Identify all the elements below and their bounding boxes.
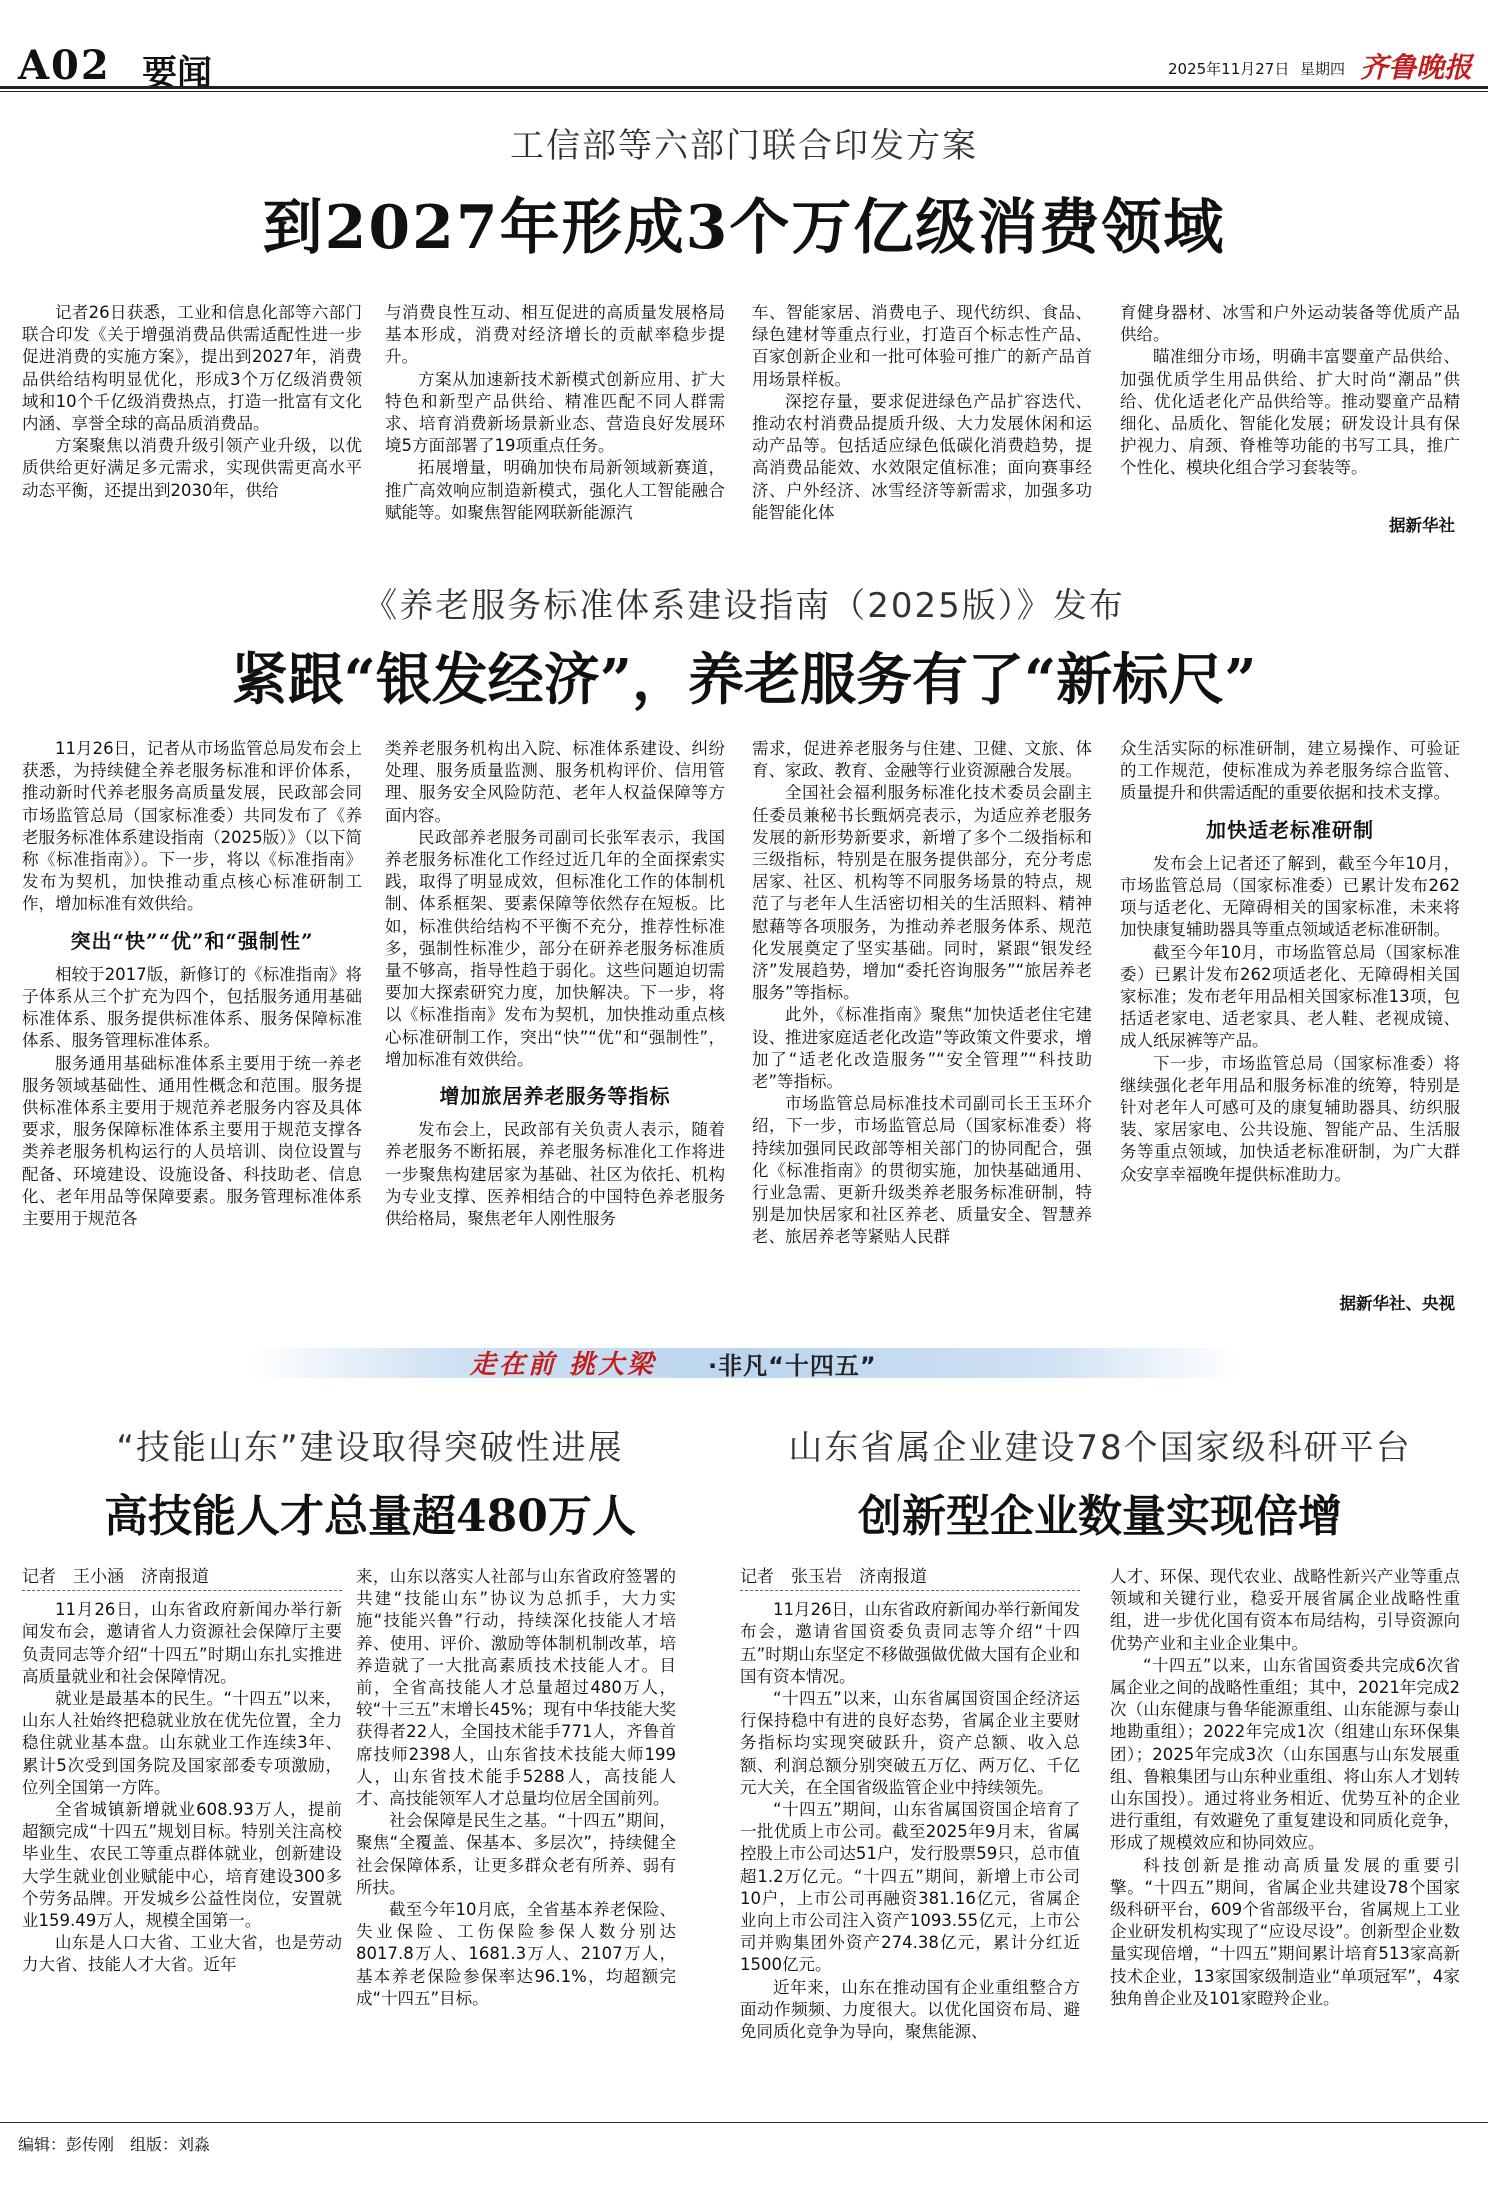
- paragraph: 民政部养老服务司副司长张军表示，我国养老服务标准化工作经过近几年的全面探索实践，取得了明显成效，但标准化工作的体制机制、体系框架、要素保障等依然存在短板。比如，标准供给结构不平衡不充分，推荐性标准多，强制性标准少，部分在研养老服务标准质量不够高，指导性趋于弱化。这些问题迫切需要加大探索研究力度，加快解决。下一步，将以《标准指南》发布为契机，加快推动重点核心标准研制工作，突出“快”“优”和“强制性”，增加标准有效供给。: [385, 827, 725, 1069]
- paragraph: 截至今年10月底，全省基本养老保险、失业保险、工伤保险参保人数分别达8017.8万人、1681.3万人、2107万人，基本养老保险参保率达96.1%，均超额完成“十四五”目标。: [356, 1900, 676, 2008]
- article2-subhead-3: 加快适老标准研制: [1206, 817, 1374, 842]
- issue-date: 2025年11月27日: [1168, 60, 1290, 78]
- article4-column-1: [740, 1566, 1080, 2043]
- paragraph: 来，山东以落实人社部与山东省政府签署的共建“技能山东”协议为总抓手，大力实施“技能兴鲁”行动，持续深化技能人才培养、使用、评价、激励等体制机制改革，培养造就了一大批高素质技术技能人才。目前，全省高技能人才总量超过480万人，较“十三五”末增长45%；现有中华技能大奖获得者22人，全国技术能手771人，齐鲁首席技师2398人，山东省技术技能大师199人，山东省技术能手5288人，高技能人才、高技能领军人才总量均位居全国前列。: [356, 1567, 676, 1809]
- header-rule-thin: [0, 91, 1488, 92]
- paragraph: 拓展增量，明确加快布局新领域新赛道，推广高效响应制造新模式，强化人工智能融合赋能等。如聚焦智能网联新能源汽: [385, 458, 725, 522]
- article1-column-1: [22, 302, 362, 502]
- paragraph: 人才、环保、现代农业、战略性新兴产业等重点领域和关键行业，稳妥开展省属企业战略性重组，进一步优化国有资本布局结构，引导资源向优势产业和主业企业集中。: [1110, 1567, 1460, 1653]
- article2-column-3: [752, 738, 1092, 1249]
- article2-kicker: 《养老服务标准体系建设指南（2025版）》发布: [363, 586, 1125, 626]
- paragraph: 育健身器材、冰雪和户外运动装备等优质产品供给。: [1120, 303, 1460, 345]
- paragraph: “十四五”以来，山东省国资委共完成6次省属企业之间的战略性重组；其中，2021年完成2次（山东健康与鲁华能源重组、山东能源与泰山地勘重组）；2022年完成1次（组建山东环保集团）；2025年完成3次（山东国惠与山东发展重组、鲁粮集团与山东种业重组、将山东人才划转山东国投）。通过将业务相近、优势互补的企业进行重组，有效避免了重复建设和同质化竞争，形成了规模效应和协同效应。: [1110, 1655, 1460, 1853]
- article1-source: 据新华社: [1389, 516, 1455, 535]
- paragraph: 发布会上，民政部有关负责人表示，随着养老服务不断拓展，养老服务标准化工作将进一步聚焦构建居家为基础、社区为依托、机构为专业支撑、医养相结合的中国特色养老服务供给格局，聚焦老年人刚性服务: [385, 1120, 725, 1229]
- paragraph: 发布会上记者还了解到，截至今年10月，市场监管总局（国家标准委）已累计发布262项与适老化、无障碍相关的国家标准，未来将加快康复辅助器具等重点领域适老标准研制。: [1120, 853, 1460, 940]
- paragraph: 市场监管总局标准技术司副司长王玉环介绍，下一步，市场监管总局（国家标准委）将持续加强同民政部等相关部门的协同配合，强化《标准指南》的贯彻实施，加快基础通用、行业急需、更新升级类养老服务标准研制，特别是加快居家和社区养老、质量安全、智慧养老、旅居养老等紧贴人民群: [752, 1094, 1092, 1247]
- paragraph: 与消费良性互动、相互促进的高质量发展格局基本形成，消费对经济增长的贡献率稳步提升。: [385, 303, 725, 367]
- article3-column-2: [356, 1566, 676, 2010]
- article2-column-1: [22, 738, 362, 1230]
- paragraph: 相较于2017版，新修订的《标准指南》将子体系从三个扩充为四个，包括服务通用基础标准体系、服务提供标准体系、服务保障标准体系、服务管理标准体系。: [22, 964, 362, 1051]
- editor-credits: 编辑：彭传刚 组版：刘淼: [18, 2135, 211, 2154]
- paragraph: 截至今年10月，市场监管总局（国家标准委）已累计发布262项适老化、无障碍相关国家标准；发布老年用品相关国家标准13项，包括适老家电、适老家具、老人鞋、老视成镜、成人纸尿裤等产品。: [1120, 942, 1460, 1051]
- article3-byline: 记者 王小涵 济南报道: [22, 1566, 342, 1591]
- header-rule: [0, 86, 1488, 89]
- paragraph: 此外，《标准指南》聚焦“加快适老住宅建设、推进家庭适老化改造”等政策文件要求，增加了“适老化改造服务”“安全管理”“科技助老”等指标。: [752, 1005, 1092, 1092]
- paragraph: 全国社会福利服务标准化技术委员会副主任委员兼秘书长甄炳亮表示，为适应养老服务发展的新形势新要求，新增了多个二级指标和三级指标，特别是在服务提供部分，充分考虑居家、社区、机构等不同服务场景的特点，规范了与老年人生活密切相关的生活照料、精神慰藉等各项服务，为推动养老服务体系、规范化发展奠定了坚实基础。同时，紧跟“银发经济”发展趋势，增加“委托咨询服务”“旅居养老服务”等指标。: [752, 783, 1092, 1003]
- article2-subhead-2: 增加旅居养老服务等指标: [439, 1084, 671, 1109]
- section-banner-calligraphy: 走在前 挑大梁: [470, 1350, 657, 1380]
- paragraph: “十四五”以来，山东省属国资国企经济运行保持稳中有进的良好态势，省属企业主要财务指标均实现突破跃升，资产总额、收入总额、利润总额分别突破五万亿、两万亿、千亿元大关，在全国省级监管企业中持续领先。: [740, 1689, 1080, 1797]
- footer-rule: [0, 2122, 1488, 2123]
- article2-subhead-1: 突出“快”“优”和“强制性”: [70, 928, 314, 953]
- paragraph: 记者26日获悉，工业和信息化部等六部门联合印发《关于增强消费品供需适配性进一步促进消费的实施方案》，提出到2027年，消费品供给结构明显优化，形成3个万亿级消费领域和10个千亿级消费热点，打造一批富有文化内涵、享誉全球的高品质消费品。: [22, 303, 362, 434]
- paragraph: 需求，促进养老服务与住建、卫健、文旅、体育、家政、教育、金融等行业资源融合发展。: [752, 739, 1092, 781]
- article2-column-2: [385, 738, 725, 1230]
- article4-byline: 记者 张玉岩 济南报道: [740, 1566, 1080, 1591]
- paragraph: 方案聚焦以消费升级引领产业升级，以优质供给更好满足多元需求，实现供需更高水平动态平衡，还提出到2030年，供给: [22, 436, 362, 500]
- paragraph: 全省城镇新增就业608.93万人，提前超额完成“十四五”规划目标。特别关注高校毕业生、农民工等重点群体就业，创新建设大学生就业创业赋能中心，培育建设300多个劳务品牌。开发城乡公益性岗位，安置就业159.49万人，规模全国第一。: [22, 1800, 342, 1931]
- article1-kicker: 工信部等六部门联合印发方案: [510, 126, 978, 166]
- article4-kicker: 山东省属企业建设78个国家级科研平台: [788, 1428, 1412, 1468]
- article3-kicker: “技能山东”建设取得突破性进展: [116, 1428, 624, 1468]
- article2-column-4: [1120, 738, 1460, 1186]
- paragraph: 就业是最基本的民生。“十四五”以来，山东人社始终把稳就业放在优先位置，全力稳住就业基本盘。山东就业工作连续3年、累计5次受到国务院及国家部委专项激励，位列全国第一方阵。: [22, 1689, 342, 1797]
- paragraph: 11月26日，山东省政府新闻办举行新闻发布会，邀请省人力资源社会保障厅主要负责同志等介绍“十四五”时期山东扎实推进高质量就业和社会保障情况。: [22, 1600, 342, 1686]
- paragraph: 众生活实际的标准研制，建立易操作、可验证的工作规范，使标准成为养老服务综合监管、质量提升和供需适配的重要依据和技术支撑。: [1120, 739, 1460, 803]
- article2-source: 据新华社、央视: [1339, 1294, 1455, 1313]
- paragraph: 山东是人口大省、工业大省，也是劳动力大省、技能人才大省。近年: [22, 1933, 342, 1975]
- paragraph: 深挖存量，要求促进绿色产品扩容迭代、推动农村消费品提质升级、大力发展休闲和运动产品等。包括适应绿色低碳化消费趋势，提高消费品能效、水效限定值标准；面向赛事经济、户外经济、冰雪经济等新需求，加强多功能智能化体: [752, 391, 1092, 522]
- issue-weekday: 星期四: [1300, 60, 1346, 78]
- paragraph: 服务通用基础标准体系主要用于统一养老服务领域基础性、通用性概念和范围。服务提供标准体系主要用于规范养老服务内容及具体要求，服务保障标准体系主要用于规范支撑各类养老服务机构运行的人员培训、岗位设置与配备、环境建设、设施设备、科技助老、信息化、老年用品等保障要素。服务管理标准体系主要用于规范各: [22, 1053, 362, 1229]
- page-number: A02: [18, 42, 111, 89]
- article3-column-1: [22, 1566, 342, 1977]
- section-banner-title: ·非凡“十四五”: [708, 1352, 877, 1380]
- article1-column-2: [385, 302, 725, 524]
- paragraph: 科技创新是推动高质量发展的重要引擎。“十四五”期间，省属企业共建设78个国家级科研平台，609个省部级平台，省属规上工业企业研发机构实现了“应设尽设”。创新型企业数量实现倍增，“十四五”期间累计培育513家高新技术企业，13家国家级制造业“单项冠军”，4家独角兽企业及101家瞪羚企业。: [1110, 1855, 1460, 2008]
- paragraph: 下一步，市场监管总局（国家标准委）将继续强化老年用品和服务标准的统筹，特别是针对老年人可感可及的康复辅助器具、纺织服装、家居家电、公共设施、智能产品、生活服务等重点领域，加快适老标准研制，为广大群众安享幸福晚年提供标准助力。: [1120, 1053, 1460, 1184]
- article1-headline: 到2027年形成3个万亿级消费领域: [262, 193, 1226, 263]
- article2-headline: 紧跟“银发经济”，养老服务有了“新标尺”: [231, 647, 1257, 713]
- article4-headline: 创新型企业数量实现倍增: [858, 1491, 1342, 1542]
- paragraph: 车、智能家居、消费电子、现代纺织、食品、绿色建材等重点行业，打造百个标志性产品、百家创新企业和一批可体验可推广的新产品首用场景样板。: [752, 303, 1092, 389]
- article3-headline: 高技能人才总量超480万人: [104, 1491, 636, 1542]
- paragraph: 11月26日，记者从市场监管总局发布会上获悉，为持续健全养老服务标准和评价体系，推动新时代养老服务高质量发展，民政部会同市场监管总局（国家标准委）共同发布了《养老服务标准体系建设指南（2025版）》（以下简称《标准指南》）。下一步，将以《标准指南》发布为契机，加快推动重点核心标准研制工作，增加标准有效供给。: [22, 739, 362, 914]
- paragraph: 瞄准细分市场，明确丰富婴童产品供给、加强优质学生用品供给、扩大时尚“潮品”供给、优化适老化产品供给等。推动婴童产品精细化、品质化、智能化发展；研发设计具有保护视力、肩颈、脊椎等功能的书写工具，推广个性化、模块化组合学习套装等。: [1120, 347, 1460, 478]
- paragraph: 类养老服务机构出入院、标准体系建设、纠纷处理、服务质量监测、服务机构评价、信用管理、服务安全风险防范、老年人权益保障等方面内容。: [385, 739, 725, 825]
- article4-column-2: [1110, 1566, 1460, 2010]
- paragraph: 社会保障是民生之基。“十四五”期间，聚焦“全覆盖、保基本、多层次”，持续健全社会保障体系，让更多群众老有所养、弱有所扶。: [356, 1811, 676, 1897]
- section-name: 要闻: [142, 53, 213, 94]
- newspaper-masthead: 齐鲁晚报: [1360, 51, 1473, 84]
- article1-column-3: [752, 302, 1092, 524]
- paragraph: “十四五”期间，山东省属国资国企培育了一批优质上市公司。截至2025年9月末，省属控股上市公司达51户，发行股票59只，总市值超1.2万亿元。“十四五”期间，新增上市公司10户，上市公司再融资381.16亿元，省属企业向上市公司注入资产1093.55亿元，上市公司并购集团外资产274.38亿元，累计分红近1500亿元。: [740, 1800, 1080, 1975]
- article1-column-4: [1120, 302, 1460, 480]
- paragraph: 11月26日，山东省政府新闻办举行新闻发布会，邀请省国资委负责同志等介绍“十四五”时期山东坚定不移做强做优做大国有企业和国有资本情况。: [740, 1600, 1080, 1686]
- paragraph: 近年来，山东在推动国有企业重组整合方面动作频频、力度很大。以优化国资布局、避免同质化竞争为导向，聚焦能源、: [740, 1977, 1080, 2042]
- paragraph: 方案从加速新技术新模式创新应用、扩大特色和新型产品供给、精准匹配不同人群需求、培育消费新场景新业态、营造良好发展环境5方面部署了19项重点任务。: [385, 369, 725, 456]
